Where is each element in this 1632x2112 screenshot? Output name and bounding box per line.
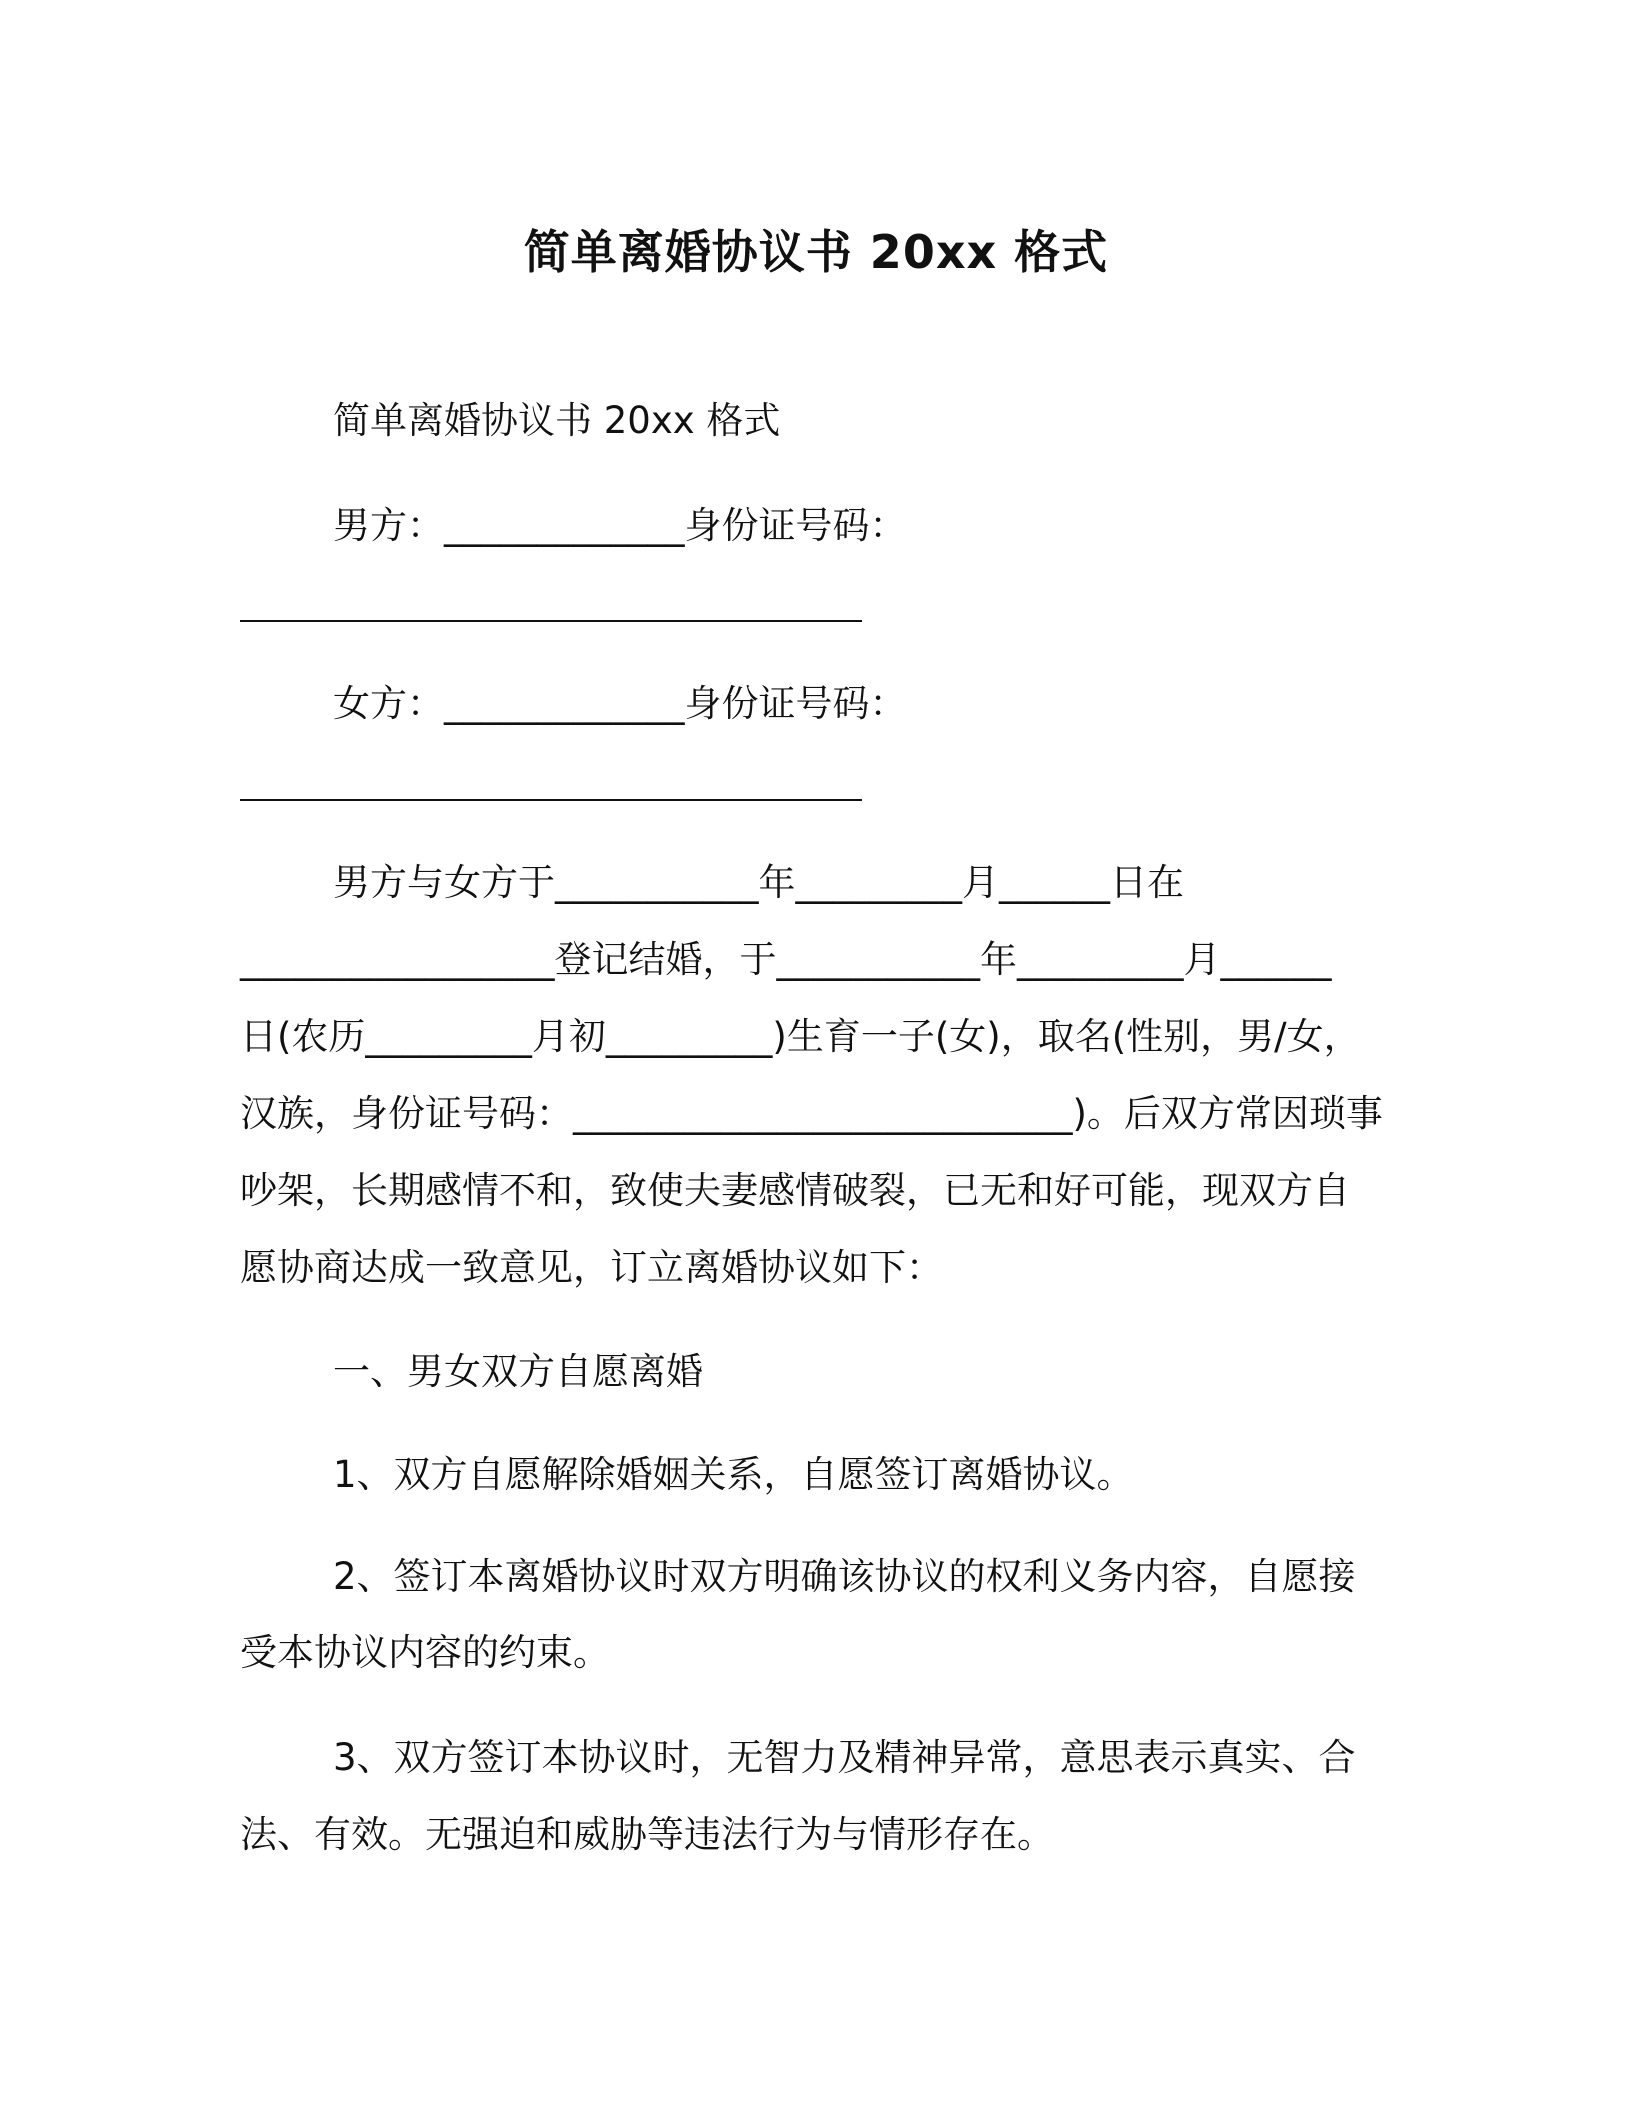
husband-info-line: 男方：_____________身份证号码： <box>333 504 907 547</box>
subtitle-line: 简单离婚协议书 20xx 格式 <box>333 399 781 442</box>
clause-line: 法、有效。无强迫和威胁等违法行为与情形存在。 <box>240 1813 1054 1856</box>
clause-line: 2、签订本离婚协议时双方明确该协议的权利义务内容，自愿接 <box>333 1555 1356 1598</box>
clause-line: 1、双方自愿解除婚姻关系，自愿签订离婚协议。 <box>333 1453 1134 1496</box>
wife-info-line: 女方：_____________身份证号码： <box>333 682 907 725</box>
paragraph-line: 男方与女方于___________年_________月______日在 <box>333 861 1184 904</box>
paragraph-line: 汉族，身份证号码：___________________________)。后双方常因琐事 <box>240 1092 1383 1135</box>
document-title: 简单离婚协议书 20xx 格式 <box>523 225 1109 279</box>
clause-line: 受本协议内容的约束。 <box>240 1631 610 1674</box>
wife-id-blank-rule <box>240 799 862 801</box>
paragraph-line: 吵架，长期感情不和，致使夫妻感情破裂，已无和好可能，现双方自 <box>240 1169 1350 1212</box>
husband-id-blank-rule <box>240 620 862 622</box>
paragraph-line: 愿协商达成一致意见，订立离婚协议如下： <box>240 1246 943 1289</box>
paragraph-line: _________________登记结婚，于___________年_________月______ <box>240 938 1332 981</box>
paragraph-line: 日(农历_________月初_________)生育一子(女)，取名(性别，男/女， <box>240 1015 1361 1058</box>
section-heading: 一、男女双方自愿离婚 <box>333 1350 703 1393</box>
clause-line: 3、双方签订本协议时，无智力及精神异常，意思表示真实、合 <box>333 1736 1356 1779</box>
